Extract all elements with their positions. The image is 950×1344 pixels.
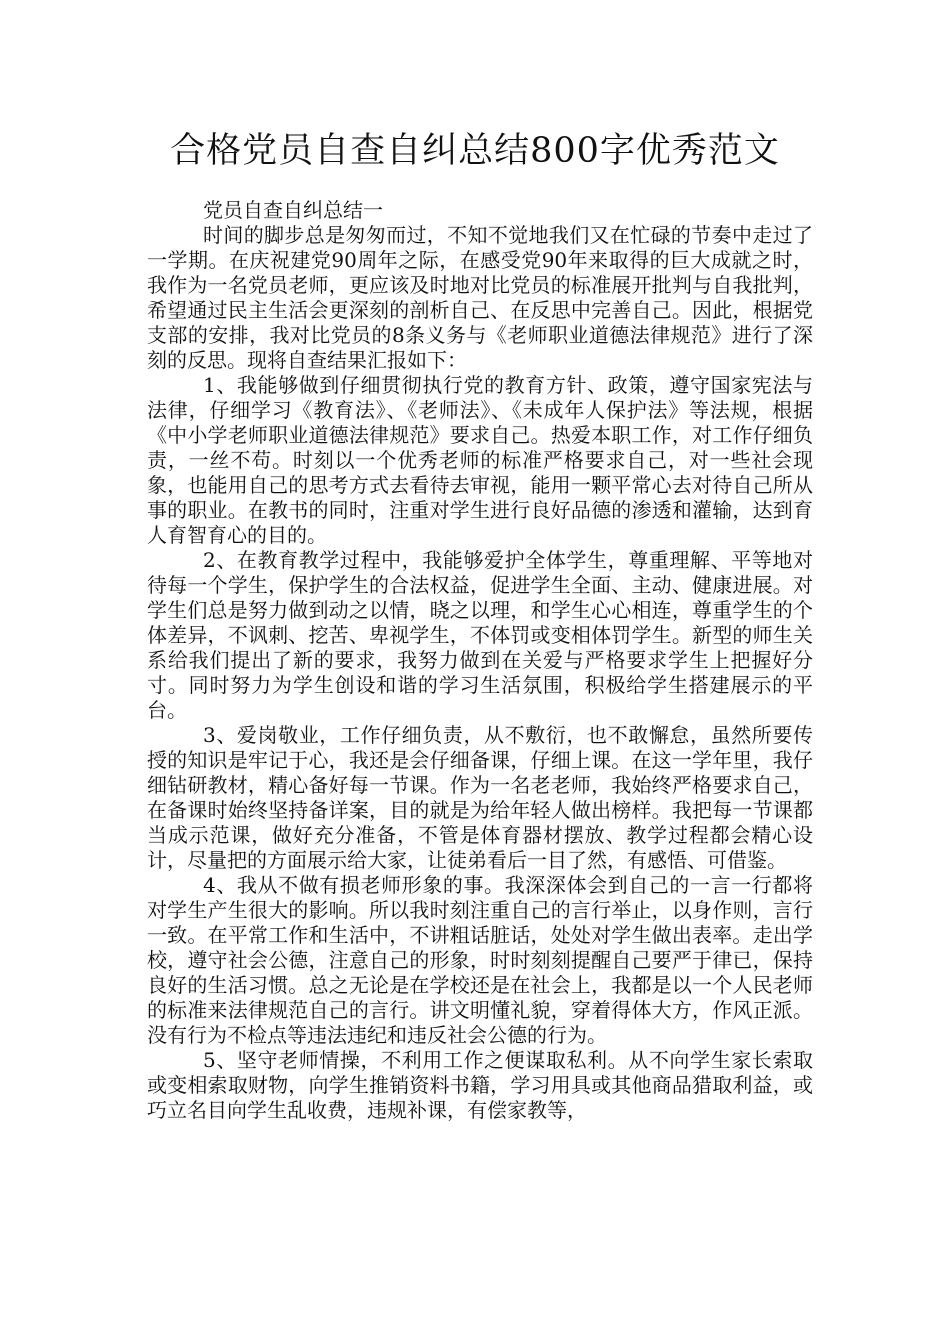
paragraph-item-4: 4、我从不做有损老师形象的事。我深深体会到自己的一言一行都将对学生产生很大的影响。所以我时刻注重自己的言行举止，以身作则，言行一致。在平常工作和生活中，不讲粗话脏话，处处对学生做出表率。走出学校，遵守社会公德，注意自己的形象，时时刻刻提醒自己要严于律已，保持良好的生活习惯。总之无论是在学校还是在社会上，我都是以一个人民老师的标准来法律规范自己的言行。讲文明懂礼貌，穿着得体大方，作风正派。没有行为不检点等违法违纪和违反社会公德的行为。 [147, 873, 813, 1047]
document-body [147, 198, 813, 1123]
document-title: 合格党员自查自纠总结800字优秀范文 [170, 131, 780, 171]
paragraph-item-1: 1、我能够做到仔细贯彻执行党的教育方针、政策，遵守国家宪法与法律，仔细学习《教育法》、《老师法》、《未成年人保护法》等法规，根据《中小学老师职业道德法律规范》要求自己。热爱本职工作，对工作仔细负责，一丝不苟。时刻以一个优秀老师的标准严格要求自己，对一些社会现象，也能用自己的思考方式去看待去审视，能用一颗平常心去对待自己所从事的职业。在教书的同时，注重对学生进行良好品德的渗透和灌输，达到育人育智育心的目的。 [147, 373, 813, 547]
paragraph-item-3: 3、爱岗敬业，工作仔细负责，从不敷衍，也不敢懈怠，虽然所要传授的知识是牢记于心，我还是会仔细备课，仔细上课。在这一学年里，我仔细钻研教材，精心备好每一节课。作为一名老老师，我始终严格要求自己，在备课时始终坚持备详案，目的就是为给年轻人做出榜样。我把每一节课都当成示范课，做好充分准备，不管是体育器材摆放、教学过程都会精心设计，尽量把的方面展示给大家，让徒弟看后一目了然，有感悟、可借鉴。 [147, 723, 813, 872]
paragraph-intro: 时间的脚步总是匆匆而过，不知不觉地我们又在忙碌的节奏中走过了一学期。在庆祝建党90周年之际，在感受党90年来取得的巨大成就之时，我作为一名党员老师，更应该及时地对比党员的标准展开批判与自我批判，希望通过民主生活会更深刻的剖析自己、在反思中完善自己。因此，根据党支部的安排，我对比党员的8条义务与《老师职业道德法律规范》进行了深刻的反思。现将自查结果汇报如下： [147, 223, 813, 372]
paragraph-item-2: 2、在教育教学过程中，我能够爱护全体学生，尊重理解、平等地对待每一个学生，保护学生的合法权益，促进学生全面、主动、健康进展。对学生们总是努力做到动之以情，晓之以理，和学生心心相连，尊重学生的个体差异，不讽刺、挖苦、卑视学生，不体罚或变相体罚学生。新型的师生关系给我们提出了新的要求，我努力做到在关爱与严格要求学生上把握好分寸。同时努力为学生创设和谐的学习生活氛围，积极给学生搭建展示的平台。 [147, 548, 813, 722]
section-heading: 党员自查自纠总结一 [203, 198, 383, 222]
paragraph-item-5: 5、坚守老师情操，不利用工作之便谋取私利。从不向学生家长索取或变相索取财物，向学生推销资料书籍，学习用具或其他商品猎取利益，或巧立名目向学生乱收费，违规补课，有偿家教等， [147, 1048, 813, 1122]
